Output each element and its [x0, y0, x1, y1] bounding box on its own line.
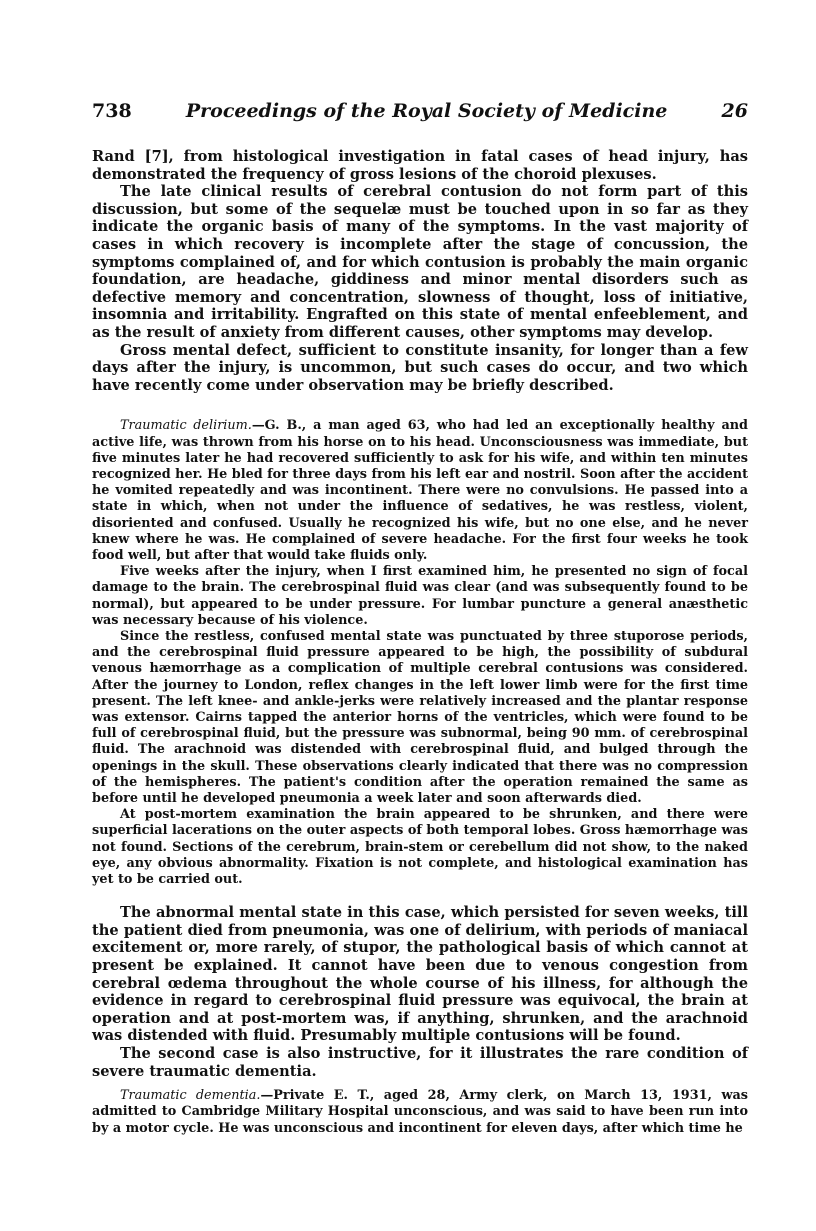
case2-intro-text: —Private E. T., aged 28, Army clerk, on March 13, 1931, was admitted to Cambridge Military Hospital unconscious, and was said to have been run into by a motor cycle. He was unconscious and incontinent for eleven days, after which time he [92, 1088, 748, 1136]
case1-paragraph-operation: Since the restless, confused mental state was punctuated by three stuporose periods, and the cerebrospinal fluid pressure appeared to be high, the possibility of subdural venous hæmorrhage as a complication of multiple cerebral contusions was considered. After the journey to London, reflex changes in the left lower limb were for the first time present. The left knee- and ankle-jerks were relatively increased and the plantar response was extensor. Cairns tapped the anterior horns of the ventricles, which were found to be full of cerebrospinal fluid, but the pressure was subnormal, being 90 mm. of cerebrospinal fluid. The arachnoid was distended with cerebrospinal fluid, and bulged through the openings in the skull. These observations clearly indicated that there was no compression of the hemispheres. The patient's condition after the operation remained the same as before until he developed pneumonia a week later and soon afterwards died. [92, 628, 748, 806]
case2-title: Traumatic dementia. [120, 1088, 261, 1104]
volume-number: 26 [721, 100, 748, 122]
case-report-dementia [92, 1088, 748, 1137]
running-header [92, 100, 748, 122]
case-report-delirium [92, 418, 748, 888]
case1-title: Traumatic delirium. [120, 418, 252, 434]
discussion-section [92, 904, 748, 1080]
case1-intro-text: —G. B., a man aged 63, who had led an exceptionally healthy and active life, was thrown from his horse on to his head. Unconsciousness was immediate, but five minutes later he had recovered sufficiently to ask for his wife, and within ten minutes recognized her. He bled for three days from his left ear and nostril. Soon after the accident he vomited repeatedly and was incontinent. There were no convulsions. He passed into a state in which, when not under the influence of sedatives, he was restless, violent, disoriented and confused. Usually he recognized his wife, but no one else, and he never knew where he was. He complained of severe headache. For the first four weeks he took food well, but after that would take fluids only. [92, 418, 748, 563]
paragraph-gross-defect: Gross mental defect, sufficient to constitute insanity, for longer than a few days after the injury, is uncommon, but such cases do occur, and two which have recently come under observation may be briefly described. [92, 341, 748, 394]
page [92, 100, 748, 1137]
case1-paragraph-examination: Five weeks after the injury, when I first examined him, he presented no sign of focal damage to the brain. The cerebrospinal fluid was clear (and was subsequently found to be normal), but appeared to be under pressure. For lumbar puncture a general anæsthetic was necessary because of his violence. [92, 564, 748, 628]
page-number: 738 [92, 100, 132, 122]
paragraph-rand: Rand [7], from histological investigation in fatal cases of head injury, has demonstrated the frequency of gross lesions of the choroid plexuses. [92, 148, 748, 183]
journal-title: Proceedings of the Royal Society of Medicine [185, 100, 668, 122]
paragraph-late-results: The late clinical results of cerebral contusion do not form part of this discussion, but some of the sequelæ must be touched upon in so far as they indicate the organic basis of many of the symptoms. In the vast majority of cases in which recovery is incomplete after the stage of concussion, the symptoms complained of, and for which contusion is probably the main organic foundation, are headache, giddiness and minor mental disorders such as defective memory and concentration, slowness of thought, loss of initiative, insomnia and irritability. Engrafted on this state of mental enfeeblement, and as the result of anxiety from different causes, other symptoms may develop. [92, 183, 748, 341]
paragraph-abnormal-state: The abnormal mental state in this case, which persisted for seven weeks, till the patient died from pneumonia, was one of delirium, with periods of maniacal excitement or, more rarely, of stupor, the pathological basis of which cannot at present be explained. It cannot have been due to venous congestion from cerebral œdema throughout the whole course of his illness, for although the evidence in regard to cerebrospinal fluid pressure was equivocal, the brain at operation and at post-mortem was, if anything, shrunken, and the arachnoid was distended with fluid. Presumably multiple contusions will be found. [92, 904, 748, 1045]
case1-paragraph-post-mortem: At post-mortem examination the brain appeared to be shrunken, and there were superficial lacerations on the outer aspects of both temporal lobes. Gross hæmorrhage was not found. Sections of the cerebrum, brain-stem or cerebellum did not show, to the naked eye, any obvious abnormality. Fixation is not complete, and histological examination has yet to be carried out. [92, 807, 748, 887]
intro-section [92, 148, 748, 394]
paragraph-second-case: The second case is also instructive, for it illustrates the rare condition of severe traumatic dementia. [92, 1044, 748, 1080]
case2-intro-paragraph [92, 1088, 748, 1137]
case1-intro-paragraph [92, 418, 748, 564]
